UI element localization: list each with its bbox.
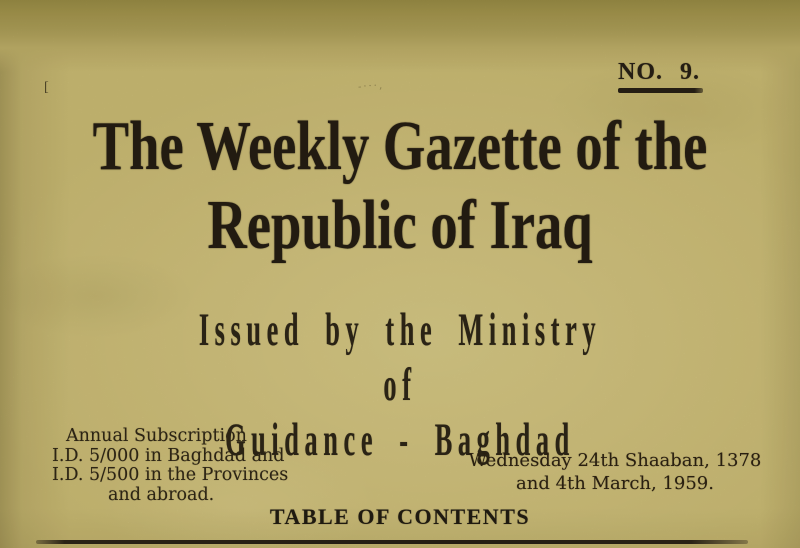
scan-corner-mark: [ [44, 80, 49, 95]
masthead-title-line2: Republic of Iraq [207, 187, 593, 264]
publication-date-gregorian: and 4th March, 1959. [516, 473, 714, 494]
masthead-title [88, 107, 712, 265]
publication-date-hijri: Wednesday 24th Shaaban, 1378 [468, 450, 762, 471]
issue-number: NO. 9. [618, 59, 700, 85]
subscription-line4: and abroad. [108, 484, 215, 505]
table-of-contents-heading: TABLE OF CONTENTS [269, 504, 531, 529]
issue-number-underline [618, 88, 703, 93]
subscription-line1: Annual Subscription [66, 426, 247, 446]
subtitle-line2: Guidance - Baghdad [225, 414, 575, 466]
bottom-divider-rule [36, 540, 748, 544]
subscription-line2: I.D. 5/000 in Baghdad and [52, 445, 285, 466]
pencil-scribble-mark: -···‚ [357, 80, 385, 93]
subtitle-line1: Issued by the Ministry of [198, 304, 602, 411]
masthead-title-line1: The Weekly Gazette of the [92, 108, 708, 185]
subscription-line3: I.D. 5/500 in the Provinces [52, 465, 289, 485]
subscription-info [52, 427, 288, 505]
publication-date [455, 449, 775, 495]
